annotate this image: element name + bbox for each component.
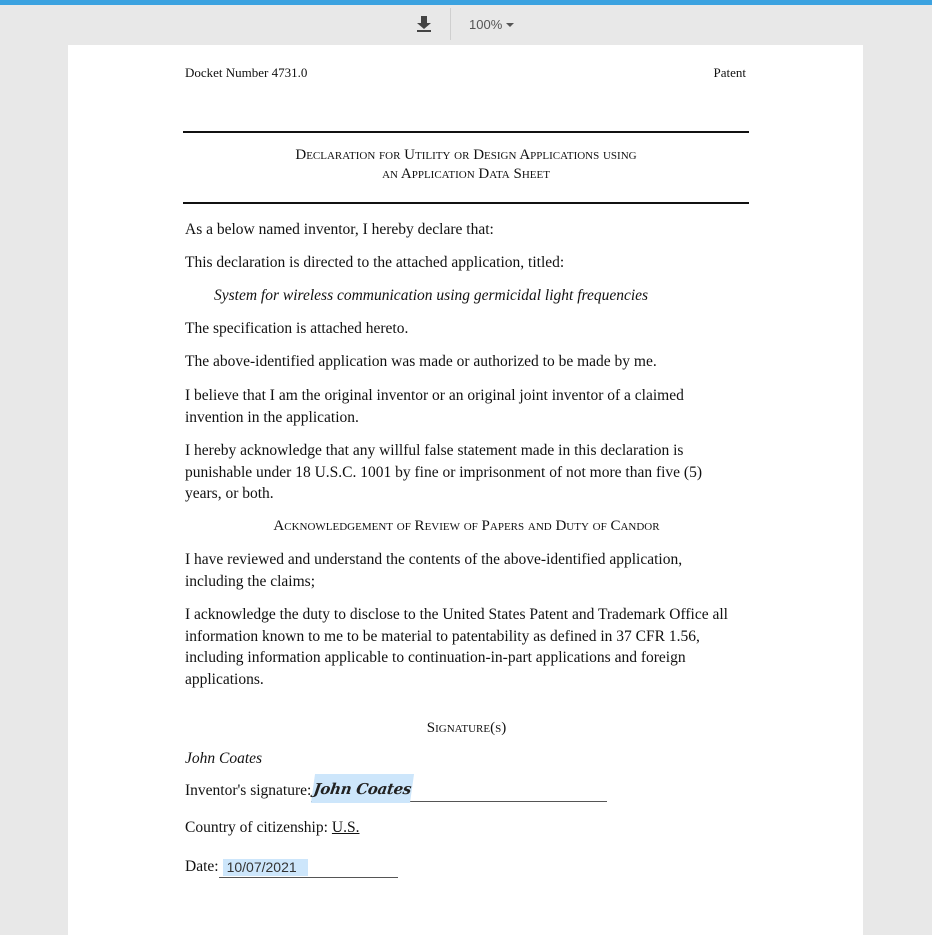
- authorization-statement: The above-identified application was made or authorized to be made by me.: [185, 353, 657, 370]
- date-value[interactable]: 10/07/2021: [223, 859, 308, 876]
- viewer-toolbar: [0, 5, 932, 43]
- toolbar-divider: [450, 8, 451, 40]
- signature-value[interactable]: John Coates: [311, 774, 414, 803]
- date-field[interactable]: [219, 851, 398, 878]
- duty-to-disclose-statement: I acknowledge the duty to disclose to the United States Patent and Trademark Office all information known to me to be material to patentability as defined in 37 CFR 1.56, including information applicable to continuation-in-part applications and foreign applications.: [185, 606, 728, 688]
- signature-field[interactable]: [311, 775, 607, 802]
- date-row: [185, 851, 398, 878]
- date-label: Date:: [185, 858, 219, 875]
- zoom-level-value: 100%: [469, 16, 503, 32]
- citizenship-label: Country of citizenship:: [185, 819, 328, 836]
- signature-label: Inventor's signature:: [185, 782, 312, 799]
- docket-number: Docket Number 4731.0: [185, 65, 308, 80]
- zoom-level-dropdown[interactable]: [469, 17, 514, 32]
- title-rule-bottom: [183, 202, 749, 204]
- citizenship-value: U.S.: [331, 819, 360, 836]
- title-line-1: Declaration for Utility or Design Applications using: [295, 147, 637, 163]
- document-title: [183, 146, 749, 184]
- citizenship-row: [185, 819, 360, 837]
- false-statement-warning: I hereby acknowledge that any willful false statement made in this declaration is punishable under 18 U.S.C. 1001 by fine or imprisonment of not more than five (5) years, or both.: [185, 442, 703, 502]
- signatures-heading: Signature(s): [426, 720, 507, 736]
- inventor-name: John Coates: [185, 750, 263, 767]
- title-rule-top: [183, 131, 749, 133]
- reviewed-statement: I have reviewed and understand the contents of the above-identified application, including the claims;: [185, 551, 683, 590]
- title-line-2: an Application Data Sheet: [382, 166, 550, 182]
- declaration-intro: As a below named inventor, I hereby declare that:: [185, 221, 494, 238]
- application-title: System for wireless communication using germicidal light frequencies: [214, 287, 649, 304]
- specification-statement: The specification is attached hereto.: [185, 320, 409, 337]
- download-button[interactable]: [408, 8, 440, 40]
- original-inventor-statement: I believe that I am the original inventor or an original joint inventor of a claimed invention in the application.: [185, 387, 684, 426]
- declaration-directed: This declaration is directed to the attached application, titled:: [185, 254, 565, 271]
- signature-row: [185, 775, 607, 802]
- document-type: Patent: [713, 65, 746, 80]
- document-page: [68, 45, 863, 935]
- page-header: [185, 65, 746, 81]
- chevron-down-icon: [506, 23, 514, 27]
- acknowledgement-heading: Acknowledgement of Review of Papers and Duty of Candor: [273, 518, 660, 534]
- download-icon: [416, 15, 432, 33]
